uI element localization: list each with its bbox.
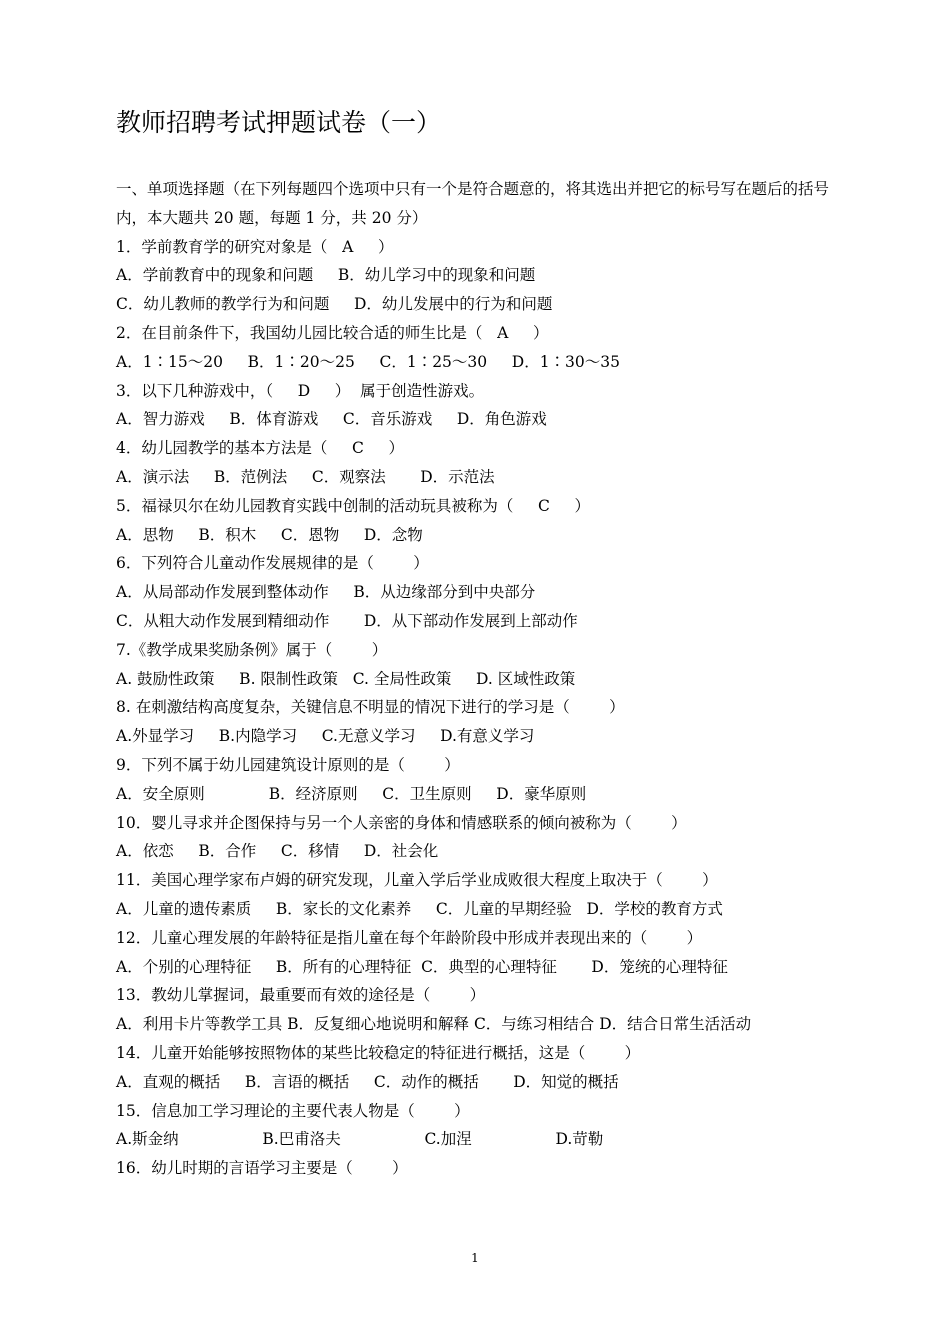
option-line: A.斯金纳 B.巴甫洛夫 C.加涅 D.苛勒 bbox=[116, 1130, 604, 1149]
option-line: A. 鼓励性政策 B. 限制性政策 C. 全局性政策 D. 区域性政策 bbox=[116, 669, 576, 688]
question-line: 2．在目前条件下，我国幼儿园比较合适的师生比是（ A ） bbox=[116, 323, 549, 342]
option-line: A.外显学习 B.内隐学习 C.无意义学习 D.有意义学习 bbox=[116, 727, 535, 746]
option-line: C．幼儿教师的教学行为和问题 D．幼儿发展中的行为和问题 bbox=[116, 295, 553, 314]
exam-body bbox=[116, 175, 852, 1183]
question-line: 16．幼儿时期的言语学习主要是（ ） bbox=[116, 1159, 408, 1178]
option-line: A．安全原则 B．经济原则 C．卫生原则 D．豪华原则 bbox=[116, 784, 587, 803]
question-line: 8. 在刺激结构高度复杂，关键信息不明显的情况下进行的学习是（ ） bbox=[116, 698, 625, 717]
question-line: 12．儿童心理发展的年龄特征是指儿童在每个年龄阶段中形成并表现出来的（ ） bbox=[116, 928, 703, 947]
option-line: A．依恋 B．合作 C．移情 D．社会化 bbox=[116, 842, 439, 861]
option-line: A．个别的心理特征 B．所有的心理特征 C．典型的心理特征 D．笼统的心理特征 bbox=[116, 957, 728, 976]
page-title: 教师招聘考试押题试卷（一） bbox=[116, 108, 442, 137]
question-line: 10．婴儿寻求并企图保持与另一个人亲密的身体和情感联系的倾向被称为（ ） bbox=[116, 813, 687, 832]
question-line: 9．下列不属于幼儿园建筑设计原则的是（ ） bbox=[116, 755, 460, 774]
question-line: 11．美国心理学家布卢姆的研究发现，儿童入学后学业成败很大程度上取决于（ ） bbox=[116, 871, 718, 890]
option-line: A．演示法 B．范例法 C．观察法 D．示范法 bbox=[116, 467, 495, 486]
question-line: 15．信息加工学习理论的主要代表人物是（ ） bbox=[116, 1101, 470, 1120]
option-line: A．利用卡片等教学工具 B．反复细心地说明和解释 C．与练习相结合 D．结合日常生活活动 bbox=[116, 1015, 752, 1034]
option-line: A．智力游戏 B．体育游戏 C．音乐游戏 D．角色游戏 bbox=[116, 410, 547, 429]
question-line: 5．福禄贝尔在幼儿园教育实践中创制的活动玩具被称为（ C ） bbox=[116, 496, 590, 515]
question-line: 3．以下几种游戏中，（ D ） 属于创造性游戏。 bbox=[116, 381, 485, 400]
option-line: A．学前教育中的现象和问题 B．幼儿学习中的现象和问题 bbox=[116, 266, 536, 285]
option-line: C．从粗大动作发展到精细动作 D．从下部动作发展到上部动作 bbox=[116, 611, 578, 630]
question-line: 7.《教学成果奖励条例》属于（ ） bbox=[116, 640, 388, 659]
question-line: 1．学前教育学的研究对象是（ A ） bbox=[116, 237, 394, 256]
option-line: A．思物 B．积木 C．恩物 D．念物 bbox=[116, 525, 423, 544]
question-line: 13．教幼儿掌握词，最重要而有效的途径是（ ） bbox=[116, 986, 486, 1005]
option-line: A．直观的概括 B．言语的概括 C．动作的概括 D．知觉的概括 bbox=[116, 1072, 619, 1091]
section-header: 一、单项选择题（在下列每题四个选项中只有一个是符合题意的，将其选出并把它的标号写在题后的括号内，本大题共 20 题，每题 1 分，共 20 分） bbox=[116, 180, 830, 227]
option-line: A．从局部动作发展到整体动作 B．从边缘部分到中央部分 bbox=[116, 583, 536, 602]
option-line: A．儿童的遗传素质 B．家长的文化素养 C．儿童的早期经验 D．学校的教育方式 bbox=[116, 899, 723, 918]
option-line: A．1∶15～20 B．1∶20～25 C．1∶25～30 D．1∶30～35 bbox=[116, 352, 621, 371]
page-number: 1 bbox=[471, 1251, 479, 1265]
question-line: 4．幼儿园教学的基本方法是（ C ） bbox=[116, 439, 404, 458]
question-line: 6．下列符合儿童动作发展规律的是（ ） bbox=[116, 554, 429, 573]
question-line: 14．儿童开始能够按照物体的某些比较稳定的特征进行概括，这是（ ） bbox=[116, 1043, 641, 1062]
